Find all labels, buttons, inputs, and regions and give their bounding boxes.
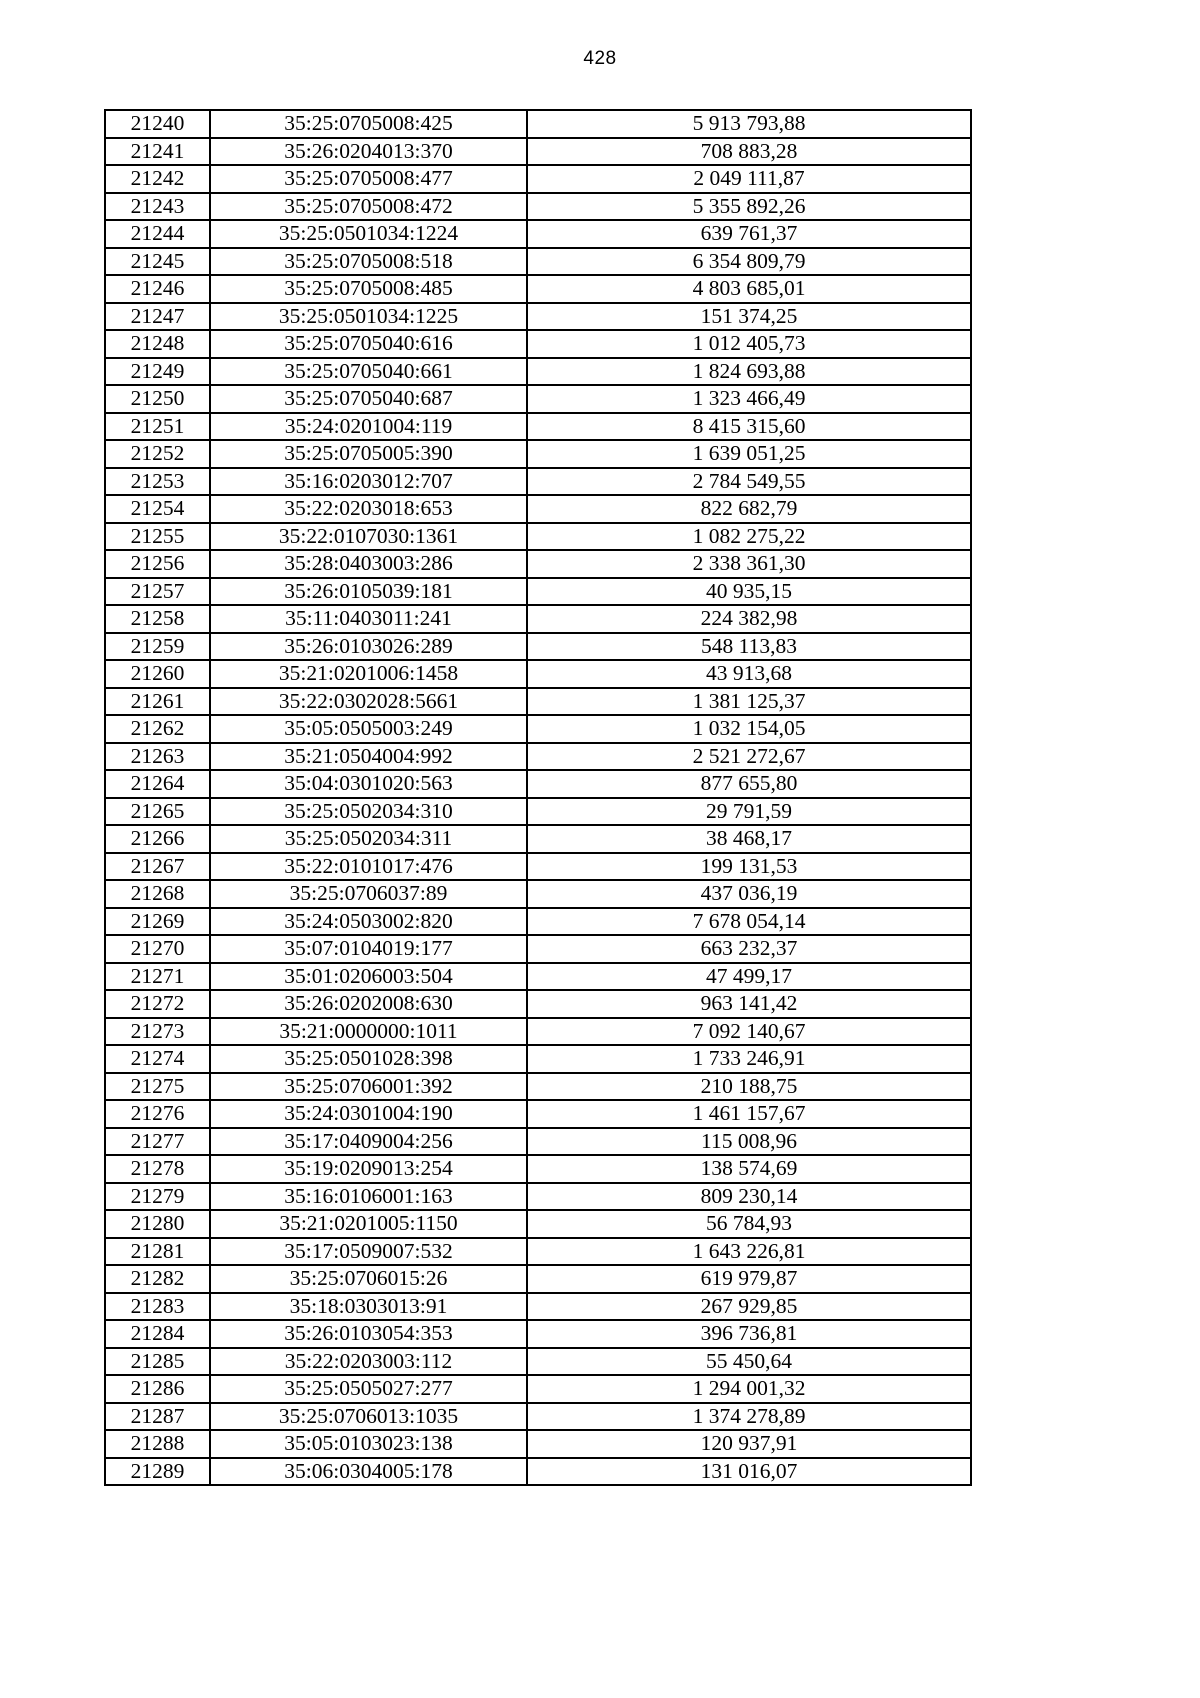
cadastral-value-cell: 199 131,53 (527, 853, 971, 881)
cadastral-number-cell: 35:16:0106001:163 (210, 1183, 527, 1211)
table-row (105, 358, 971, 386)
cadastral-value-cell: 639 761,37 (527, 220, 971, 248)
cadastral-value-cell: 2 784 549,55 (527, 468, 971, 496)
table-row (105, 1265, 971, 1293)
table-row (105, 770, 971, 798)
cadastral-number-cell: 35:06:0304005:178 (210, 1458, 527, 1486)
table-row (105, 550, 971, 578)
row-number-cell: 21268 (105, 880, 210, 908)
table-row (105, 1348, 971, 1376)
row-number-cell: 21242 (105, 165, 210, 193)
table-row (105, 1128, 971, 1156)
cadastral-number-cell: 35:25:0706013:1035 (210, 1403, 527, 1431)
table-row (105, 578, 971, 606)
row-number-cell: 21282 (105, 1265, 210, 1293)
row-number-cell: 21269 (105, 908, 210, 936)
cadastral-value-cell: 1 082 275,22 (527, 523, 971, 551)
row-number-cell: 21271 (105, 963, 210, 991)
table-row (105, 330, 971, 358)
cadastral-value-cell: 1 639 051,25 (527, 440, 971, 468)
cadastral-number-cell: 35:24:0301004:190 (210, 1100, 527, 1128)
table-row (105, 880, 971, 908)
cadastral-value-cell: 47 499,17 (527, 963, 971, 991)
table-row (105, 1045, 971, 1073)
table-row (105, 275, 971, 303)
cadastral-value-cell: 548 113,83 (527, 633, 971, 661)
cadastral-number-cell: 35:25:0501034:1224 (210, 220, 527, 248)
cadastral-number-cell: 35:05:0103023:138 (210, 1430, 527, 1458)
cadastral-number-cell: 35:25:0706015:26 (210, 1265, 527, 1293)
cadastral-value-cell: 1 824 693,88 (527, 358, 971, 386)
row-number-cell: 21257 (105, 578, 210, 606)
table-row (105, 1430, 971, 1458)
row-number-cell: 21275 (105, 1073, 210, 1101)
cadastral-value-cell: 437 036,19 (527, 880, 971, 908)
cadastral-number-cell: 35:25:0705008:425 (210, 110, 527, 138)
table-row (105, 138, 971, 166)
table-row (105, 1238, 971, 1266)
cadastral-number-cell: 35:22:0203003:112 (210, 1348, 527, 1376)
cadastral-number-cell: 35:22:0302028:5661 (210, 688, 527, 716)
cadastral-number-cell: 35:25:0505027:277 (210, 1375, 527, 1403)
cadastral-number-cell: 35:25:0705008:518 (210, 248, 527, 276)
cadastral-value-cell: 224 382,98 (527, 605, 971, 633)
row-number-cell: 21264 (105, 770, 210, 798)
table-row (105, 1210, 971, 1238)
cadastral-number-cell: 35:11:0403011:241 (210, 605, 527, 633)
cadastral-number-cell: 35:01:0206003:504 (210, 963, 527, 991)
cadastral-number-cell: 35:24:0201004:119 (210, 413, 527, 441)
table-row (105, 1458, 971, 1486)
row-number-cell: 21243 (105, 193, 210, 221)
cadastral-number-cell: 35:25:0705040:616 (210, 330, 527, 358)
cadastral-value-cell: 963 141,42 (527, 990, 971, 1018)
cadastral-number-cell: 35:22:0107030:1361 (210, 523, 527, 551)
row-number-cell: 21248 (105, 330, 210, 358)
row-number-cell: 21258 (105, 605, 210, 633)
row-number-cell: 21263 (105, 743, 210, 771)
row-number-cell: 21289 (105, 1458, 210, 1486)
cadastral-number-cell: 35:28:0403003:286 (210, 550, 527, 578)
cadastral-value-cell: 43 913,68 (527, 660, 971, 688)
row-number-cell: 21252 (105, 440, 210, 468)
table-row (105, 1018, 971, 1046)
cadastral-number-cell: 35:26:0103054:353 (210, 1320, 527, 1348)
cadastral-value-cell: 115 008,96 (527, 1128, 971, 1156)
table-row (105, 963, 971, 991)
cadastral-number-cell: 35:26:0204013:370 (210, 138, 527, 166)
row-number-cell: 21266 (105, 825, 210, 853)
cadastral-value-cell: 2 338 361,30 (527, 550, 971, 578)
cadastral-number-cell: 35:25:0706037:89 (210, 880, 527, 908)
table-row (105, 1155, 971, 1183)
cadastral-value-cell: 809 230,14 (527, 1183, 971, 1211)
row-number-cell: 21240 (105, 110, 210, 138)
cadastral-number-cell: 35:25:0705008:485 (210, 275, 527, 303)
cadastral-value-cell: 2 049 111,87 (527, 165, 971, 193)
cadastral-value-cell: 396 736,81 (527, 1320, 971, 1348)
cadastral-number-cell: 35:21:0201005:1150 (210, 1210, 527, 1238)
cadastral-value-cell: 1 032 154,05 (527, 715, 971, 743)
row-number-cell: 21250 (105, 385, 210, 413)
row-number-cell: 21260 (105, 660, 210, 688)
cadastral-value-cell: 210 188,75 (527, 1073, 971, 1101)
cadastral-value-cell: 1 374 278,89 (527, 1403, 971, 1431)
row-number-cell: 21247 (105, 303, 210, 331)
row-number-cell: 21284 (105, 1320, 210, 1348)
cadastral-value-cell: 1 643 226,81 (527, 1238, 971, 1266)
row-number-cell: 21259 (105, 633, 210, 661)
cadastral-value-cell: 5 913 793,88 (527, 110, 971, 138)
cadastral-value-cell: 151 374,25 (527, 303, 971, 331)
table-row (105, 303, 971, 331)
table-row (105, 1320, 971, 1348)
row-number-cell: 21262 (105, 715, 210, 743)
row-number-cell: 21277 (105, 1128, 210, 1156)
cadastral-value-cell: 1 381 125,37 (527, 688, 971, 716)
cadastral-value-cell: 120 937,91 (527, 1430, 971, 1458)
cadastral-number-cell: 35:26:0103026:289 (210, 633, 527, 661)
row-number-cell: 21276 (105, 1100, 210, 1128)
cadastral-number-cell: 35:17:0509007:532 (210, 1238, 527, 1266)
cadastral-number-cell: 35:17:0409004:256 (210, 1128, 527, 1156)
table-row (105, 1183, 971, 1211)
table-row (105, 935, 971, 963)
row-number-cell: 21280 (105, 1210, 210, 1238)
table-row (105, 908, 971, 936)
table-row (105, 715, 971, 743)
cadastral-value-table (104, 109, 972, 1486)
row-number-cell: 21279 (105, 1183, 210, 1211)
row-number-cell: 21287 (105, 1403, 210, 1431)
row-number-cell: 21249 (105, 358, 210, 386)
cadastral-value-cell: 663 232,37 (527, 935, 971, 963)
cadastral-value-cell: 8 415 315,60 (527, 413, 971, 441)
row-number-cell: 21270 (105, 935, 210, 963)
cadastral-value-cell: 2 521 272,67 (527, 743, 971, 771)
table-row (105, 165, 971, 193)
table-row (105, 1403, 971, 1431)
row-number-cell: 21267 (105, 853, 210, 881)
cadastral-number-cell: 35:22:0101017:476 (210, 853, 527, 881)
row-number-cell: 21256 (105, 550, 210, 578)
cadastral-value-cell: 822 682,79 (527, 495, 971, 523)
row-number-cell: 21272 (105, 990, 210, 1018)
table-row (105, 468, 971, 496)
table-row (105, 220, 971, 248)
cadastral-number-cell: 35:25:0705008:472 (210, 193, 527, 221)
cadastral-number-cell: 35:04:0301020:563 (210, 770, 527, 798)
table-row (105, 523, 971, 551)
table-row (105, 495, 971, 523)
cadastral-value-cell: 1 323 466,49 (527, 385, 971, 413)
table-row (105, 633, 971, 661)
row-number-cell: 21265 (105, 798, 210, 826)
cadastral-value-cell: 131 016,07 (527, 1458, 971, 1486)
cadastral-number-cell: 35:25:0705040:661 (210, 358, 527, 386)
table-row (105, 1375, 971, 1403)
row-number-cell: 21261 (105, 688, 210, 716)
cadastral-number-cell: 35:19:0209013:254 (210, 1155, 527, 1183)
cadastral-value-cell: 138 574,69 (527, 1155, 971, 1183)
cadastral-number-cell: 35:21:0000000:1011 (210, 1018, 527, 1046)
table-row (105, 440, 971, 468)
table-row (105, 1100, 971, 1128)
cadastral-value-cell: 1 012 405,73 (527, 330, 971, 358)
table-row (105, 798, 971, 826)
page-number: 428 (583, 48, 617, 69)
cadastral-number-cell: 35:21:0201006:1458 (210, 660, 527, 688)
row-number-cell: 21285 (105, 1348, 210, 1376)
cadastral-number-cell: 35:16:0203012:707 (210, 468, 527, 496)
cadastral-number-cell: 35:25:0705008:477 (210, 165, 527, 193)
row-number-cell: 21283 (105, 1293, 210, 1321)
table-body (105, 110, 971, 1485)
row-number-cell: 21254 (105, 495, 210, 523)
cadastral-number-cell: 35:05:0505003:249 (210, 715, 527, 743)
cadastral-number-cell: 35:25:0705040:687 (210, 385, 527, 413)
row-number-cell: 21278 (105, 1155, 210, 1183)
cadastral-value-cell: 1 733 246,91 (527, 1045, 971, 1073)
table-row (105, 660, 971, 688)
cadastral-number-cell: 35:22:0203018:653 (210, 495, 527, 523)
cadastral-number-cell: 35:07:0104019:177 (210, 935, 527, 963)
cadastral-value-cell: 6 354 809,79 (527, 248, 971, 276)
table-row (105, 688, 971, 716)
cadastral-number-cell: 35:26:0105039:181 (210, 578, 527, 606)
cadastral-value-cell: 619 979,87 (527, 1265, 971, 1293)
row-number-cell: 21255 (105, 523, 210, 551)
cadastral-number-cell: 35:25:0706001:392 (210, 1073, 527, 1101)
cadastral-value-cell: 5 355 892,26 (527, 193, 971, 221)
row-number-cell: 21273 (105, 1018, 210, 1046)
row-number-cell: 21281 (105, 1238, 210, 1266)
table-row (105, 248, 971, 276)
table-row (105, 990, 971, 1018)
cadastral-number-cell: 35:25:0502034:311 (210, 825, 527, 853)
table-row (105, 1293, 971, 1321)
cadastral-value-cell: 7 092 140,67 (527, 1018, 971, 1046)
cadastral-value-cell: 7 678 054,14 (527, 908, 971, 936)
cadastral-value-cell: 267 929,85 (527, 1293, 971, 1321)
row-number-cell: 21251 (105, 413, 210, 441)
table-row (105, 413, 971, 441)
row-number-cell: 21286 (105, 1375, 210, 1403)
cadastral-value-cell: 877 655,80 (527, 770, 971, 798)
cadastral-value-cell: 4 803 685,01 (527, 275, 971, 303)
cadastral-number-cell: 35:25:0501028:398 (210, 1045, 527, 1073)
row-number-cell: 21245 (105, 248, 210, 276)
row-number-cell: 21241 (105, 138, 210, 166)
table-row (105, 853, 971, 881)
cadastral-number-cell: 35:25:0502034:310 (210, 798, 527, 826)
cadastral-number-cell: 35:26:0202008:630 (210, 990, 527, 1018)
table-row (105, 825, 971, 853)
cadastral-value-cell: 1 461 157,67 (527, 1100, 971, 1128)
table-row (105, 385, 971, 413)
cadastral-value-cell: 708 883,28 (527, 138, 971, 166)
cadastral-value-cell: 29 791,59 (527, 798, 971, 826)
table-row (105, 743, 971, 771)
cadastral-value-cell: 55 450,64 (527, 1348, 971, 1376)
cadastral-number-cell: 35:18:0303013:91 (210, 1293, 527, 1321)
row-number-cell: 21253 (105, 468, 210, 496)
cadastral-number-cell: 35:25:0705005:390 (210, 440, 527, 468)
cadastral-value-cell: 1 294 001,32 (527, 1375, 971, 1403)
row-number-cell: 21288 (105, 1430, 210, 1458)
row-number-cell: 21274 (105, 1045, 210, 1073)
cadastral-value-cell: 38 468,17 (527, 825, 971, 853)
cadastral-number-cell: 35:21:0504004:992 (210, 743, 527, 771)
table-row (105, 605, 971, 633)
table-row (105, 110, 971, 138)
table-row (105, 1073, 971, 1101)
cadastral-number-cell: 35:25:0501034:1225 (210, 303, 527, 331)
cadastral-number-cell: 35:24:0503002:820 (210, 908, 527, 936)
row-number-cell: 21244 (105, 220, 210, 248)
cadastral-value-cell: 40 935,15 (527, 578, 971, 606)
row-number-cell: 21246 (105, 275, 210, 303)
cadastral-value-cell: 56 784,93 (527, 1210, 971, 1238)
table-row (105, 193, 971, 221)
